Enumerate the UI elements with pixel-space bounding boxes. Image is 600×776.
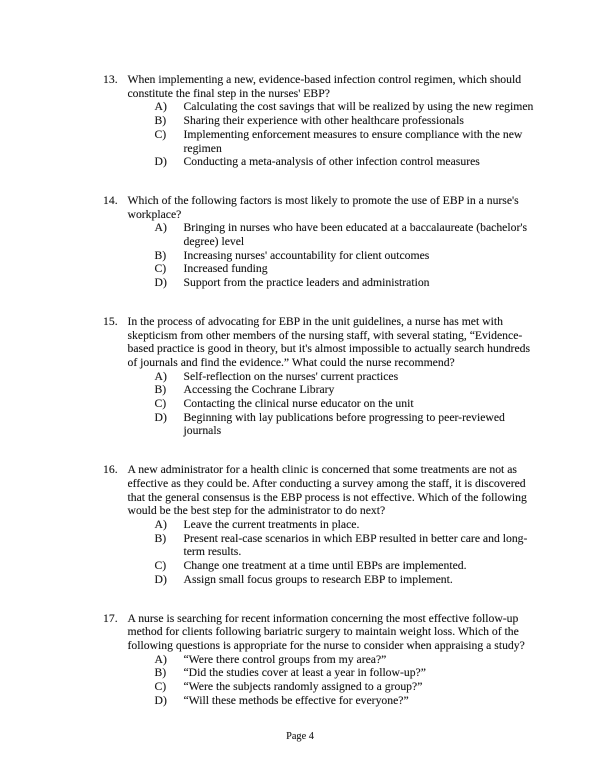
answer-option (155, 397, 540, 411)
option-letter: A) (154, 221, 167, 235)
option-letter: D) (154, 276, 167, 290)
answer-option (155, 128, 540, 155)
option-text: Contacting the clinical nurse educator on the unit (183, 397, 414, 411)
option-letter: B) (154, 666, 167, 680)
answer-option (155, 114, 540, 128)
page-number-footer: Page 4 (286, 731, 314, 742)
answer-option (155, 694, 540, 708)
option-text: Assign small focus groups to research EBP to implement. (183, 572, 453, 586)
option-text: Support from the practice leaders and administration (183, 276, 430, 290)
option-text: Increasing nurses' accountability for client outcomes (183, 248, 430, 262)
option-text: Sharing their experience with other healthcare professionals (183, 114, 464, 128)
answer-option (155, 370, 540, 384)
answer-option (155, 653, 540, 667)
option-letter: D) (154, 155, 167, 169)
option-letter: C) (154, 397, 167, 411)
question-stem: When implementing a new, evidence-based infection control regimen, which should constitute the final step in the nurses' EBP? (127, 73, 522, 100)
option-letter: C) (154, 559, 167, 573)
option-text: Accessing the Cochrane Library (183, 383, 335, 397)
option-text: Leave the current treatments in place. (183, 517, 360, 531)
question-17 (103, 612, 543, 708)
question-number: 17. (103, 611, 118, 625)
answer-option (155, 262, 540, 276)
option-letter: A) (154, 369, 167, 383)
answer-option (155, 276, 540, 290)
question-stem: A nurse is searching for recent information concerning the most effective follow-up method for clients following bariatric surgery to maintain weight loss. Which of the following questions is appropriate for the nurse to consider when appraising a study? (127, 611, 525, 652)
option-text: “Were there control groups from my area?” (183, 652, 387, 666)
question-stem: In the process of advocating for EBP in the unit guidelines, a nurse has met with skepticism from other members of the nursing staff, with several stating, “Evidence-based practice is good in theory, but it's almost impossible to actually search hundreds of journals and find the evidence.” What could the nurse recommend? (127, 314, 531, 369)
answer-option (155, 518, 540, 532)
option-text: Present real-case scenarios in which EBP resulted in better care and long-term results. (183, 531, 528, 559)
answer-option (155, 411, 540, 438)
question-stem: Which of the following factors is most likely to promote the use of EBP in a nurse's workplace? (127, 193, 519, 221)
option-letter: B) (154, 531, 167, 545)
answer-option (155, 249, 540, 263)
option-letter: A) (154, 100, 167, 114)
question-body (128, 612, 540, 708)
question-16 (103, 463, 543, 586)
question-body (128, 463, 540, 586)
answer-option (155, 100, 540, 114)
question-14 (103, 194, 543, 290)
answer-option (155, 666, 540, 680)
option-text: Bringing in nurses who have been educated at a baccalaureate (bachelor's degree) level (183, 221, 527, 249)
option-letter: C) (154, 127, 167, 141)
option-text: Change one treatment at a time until EBPs are implemented. (183, 559, 467, 573)
option-text: Increased funding (183, 262, 268, 276)
answer-option (155, 680, 540, 694)
option-text: “Did the studies cover at least a year in follow-up?” (183, 666, 426, 680)
question-body (128, 194, 540, 290)
option-letter: C) (154, 262, 167, 276)
option-letter: A) (154, 652, 167, 666)
option-text: Self-reflection on the nurses' current practices (183, 369, 399, 383)
question-13 (103, 73, 543, 169)
option-text: Beginning with lay publications before progressing to peer-reviewed journals (183, 410, 505, 438)
option-letter: B) (154, 383, 167, 397)
question-body (128, 73, 540, 169)
option-text: “Will these methods be effective for everyone?” (183, 693, 409, 707)
answer-option (155, 573, 540, 587)
answer-option (155, 559, 540, 573)
question-15 (103, 315, 543, 438)
option-letter: D) (154, 572, 167, 586)
option-letter: D) (154, 693, 167, 707)
option-text: Implementing enforcement measures to ensure compliance with the new regimen (183, 127, 523, 155)
answer-option (155, 221, 540, 248)
question-number: 14. (103, 193, 118, 207)
answer-option (155, 155, 540, 169)
option-letter: B) (154, 248, 167, 262)
question-number: 16. (103, 463, 118, 477)
option-letter: D) (154, 410, 167, 424)
question-number: 13. (103, 73, 118, 86)
option-text: “Were the subjects randomly assigned to a group?” (183, 680, 423, 694)
option-letter: C) (154, 680, 167, 694)
option-letter: A) (154, 517, 167, 531)
option-text: Calculating the cost savings that will be realized by using the new regimen (183, 100, 534, 114)
option-text: Conducting a meta-analysis of other infection control measures (183, 155, 480, 169)
answer-option (155, 532, 540, 559)
option-letter: B) (154, 114, 167, 128)
question-stem: A new administrator for a health clinic is concerned that some treatments are not as effective as they could be. After conducting a survey among the staff, it is discovered that the general consensus is the EBP process is not effective. Which of the following would be the best step for the administrator to do next? (127, 463, 527, 518)
question-body (128, 315, 540, 438)
question-number: 15. (103, 314, 118, 328)
answer-option (155, 383, 540, 397)
